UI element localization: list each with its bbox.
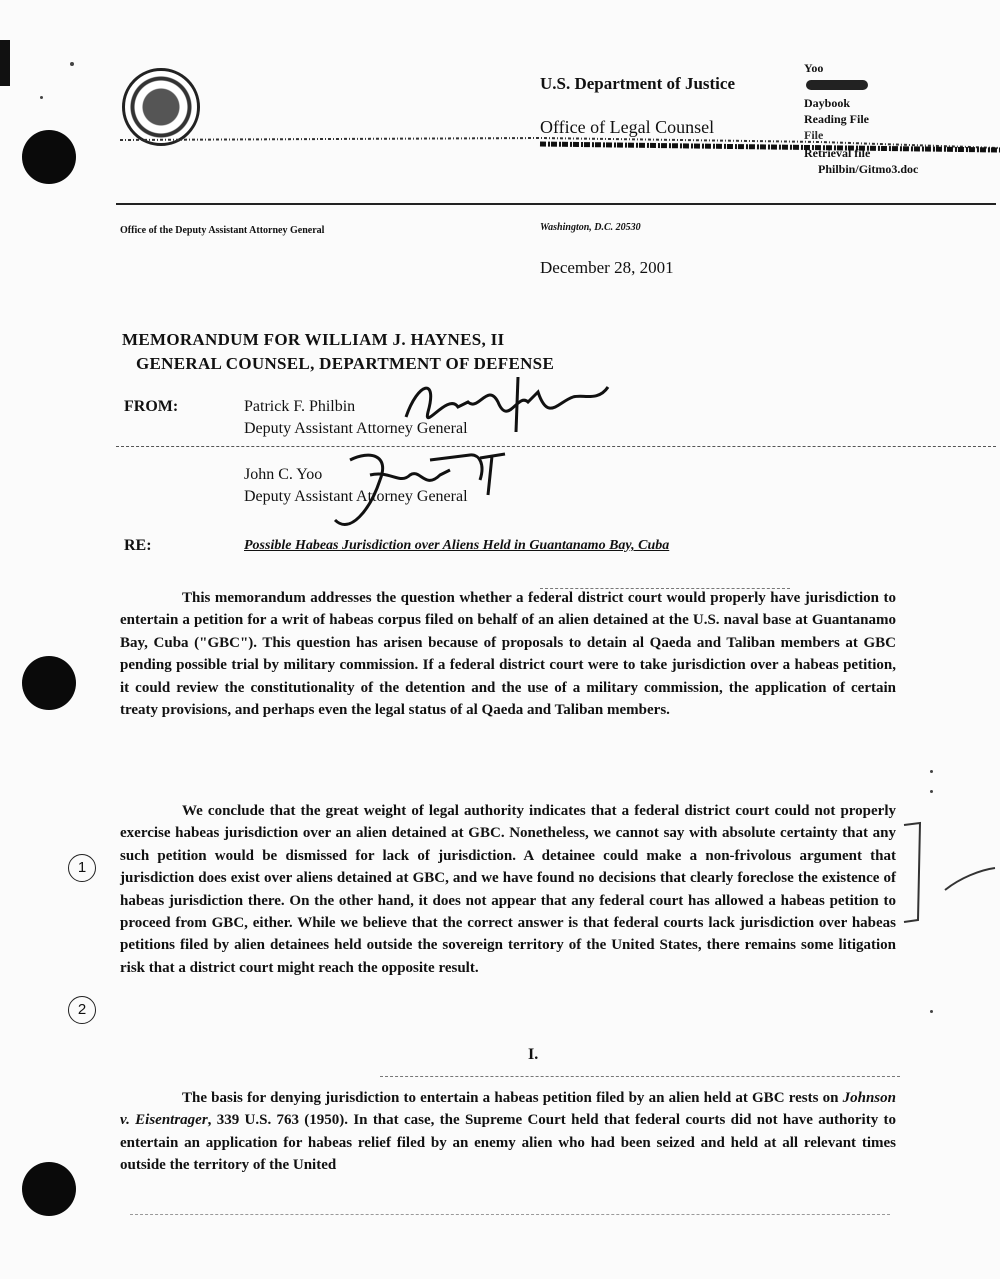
body-paragraph: This memorandum addresses the question whether a federal district court would properly have jurisdiction to entertain a petition for a writ of habeas corpus filed on behalf of an alien detained at the U.S. naval base at Guantanamo Bay, Cuba ("GBC"). This question has arisen because of proposals to detain al Qaeda and Taliban members at GBC pending possible trial by military commission. If a federal district court were to take jurisdiction over a habeas petition, it could review the constitutionality of the detention and the use of a military commission, the application of certain treaty provisions, and perhaps even the legal status of al Qaeda and Taliban members. xyxy=(120,590,896,719)
scan-dash-3 xyxy=(380,1076,900,1077)
case-citation: Johnson v. Eisentrager xyxy=(120,1090,896,1129)
routing-item: Retrieval file xyxy=(804,146,871,160)
routing-list xyxy=(804,60,823,76)
redaction-mark xyxy=(806,80,868,90)
scan-speck xyxy=(930,790,933,793)
scan-edge-mark xyxy=(0,40,10,86)
scan-speck xyxy=(40,96,43,99)
routing-item: Yoo xyxy=(804,61,824,75)
punch-hole-3 xyxy=(22,1162,76,1216)
memo-date: December 28, 2001 xyxy=(540,258,674,277)
section-heading: I. xyxy=(528,1046,539,1063)
memo-to-line1: MEMORANDUM FOR WILLIAM J. HAYNES, II xyxy=(122,330,505,349)
body-paragraph xyxy=(120,1087,896,1177)
paragraph-text: The basis for denying jurisdiction to entertain a habeas petition filed by an alien held at GBC rests on xyxy=(182,1090,843,1106)
from-label: FROM: xyxy=(124,398,179,415)
routing-item: Daybook xyxy=(804,96,851,110)
paragraph-text: , 339 U.S. 763 (1950). In that case, the Supreme Court held that federal courts did not have authority to entertain an application for habeas relief filed by an enemy alien who had been seized and held at all relevant times outside the territory of the United xyxy=(120,1112,896,1174)
punch-hole-1 xyxy=(22,130,76,184)
routing-item: Philbin/Gitmo3.doc xyxy=(818,162,919,176)
routing-item: File xyxy=(804,128,824,142)
body-paragraph: We conclude that the great weight of legal authority indicates that a federal district court could not properly exercise habeas jurisdiction over an alien detained at GBC. Nonetheless, we cannot say with absolute certainty that any such petition would be dismissed for lack of jurisdiction. A detainee could make a non-frivolous argument that jurisdiction does exist over aliens detained at GBC, and we have found no decisions that clearly foreclose the existence of habeas jurisdiction there. On the other hand, it does not appear that any federal court has allowed a habeas petition to proceed from GBC, either. While we believe that the correct answer is that federal courts lack jurisdiction over habeas petitions filed by alien detainees held outside the sovereign territory of the United States, there remains some litigation risk that a district court might reach the opposite result. xyxy=(120,803,896,976)
from-title-1: Deputy Assistant Attorney General xyxy=(244,420,468,437)
header-scan-noise xyxy=(120,132,1000,162)
sub-office: Office of the Deputy Assistant Attorney General xyxy=(120,225,325,236)
office-name: Office of Legal Counsel xyxy=(540,117,715,137)
header-rule xyxy=(116,203,996,205)
signature-philbin xyxy=(398,372,618,442)
margin-note-1: 1 xyxy=(68,854,96,882)
from-name-2: John C. Yoo xyxy=(244,466,323,483)
scan-speck xyxy=(930,1010,933,1013)
scan-dash-1 xyxy=(116,446,996,447)
re-label: RE: xyxy=(124,537,152,554)
punch-hole-2 xyxy=(22,656,76,710)
scan-dash-4 xyxy=(130,1214,890,1215)
margin-note-2: 2 xyxy=(68,996,96,1024)
routing-item: Reading File xyxy=(804,112,869,126)
margin-bracket xyxy=(900,820,1000,930)
memo-to-line2: GENERAL COUNSEL, DEPARTMENT OF DEFENSE xyxy=(136,354,555,373)
re-subject: Possible Habeas Jurisdiction over Aliens Held in Guantanamo Bay, Cuba xyxy=(244,538,670,553)
agency-name: U.S. Department of Justice xyxy=(540,74,735,93)
signature-yoo xyxy=(330,440,510,540)
from-name-1: Patrick F. Philbin xyxy=(244,398,356,415)
location: Washington, D.C. 20530 xyxy=(540,222,641,233)
scan-speck xyxy=(70,62,74,66)
scan-speck xyxy=(930,770,933,773)
from-title-2: Deputy Assistant Attorney General xyxy=(244,488,468,505)
